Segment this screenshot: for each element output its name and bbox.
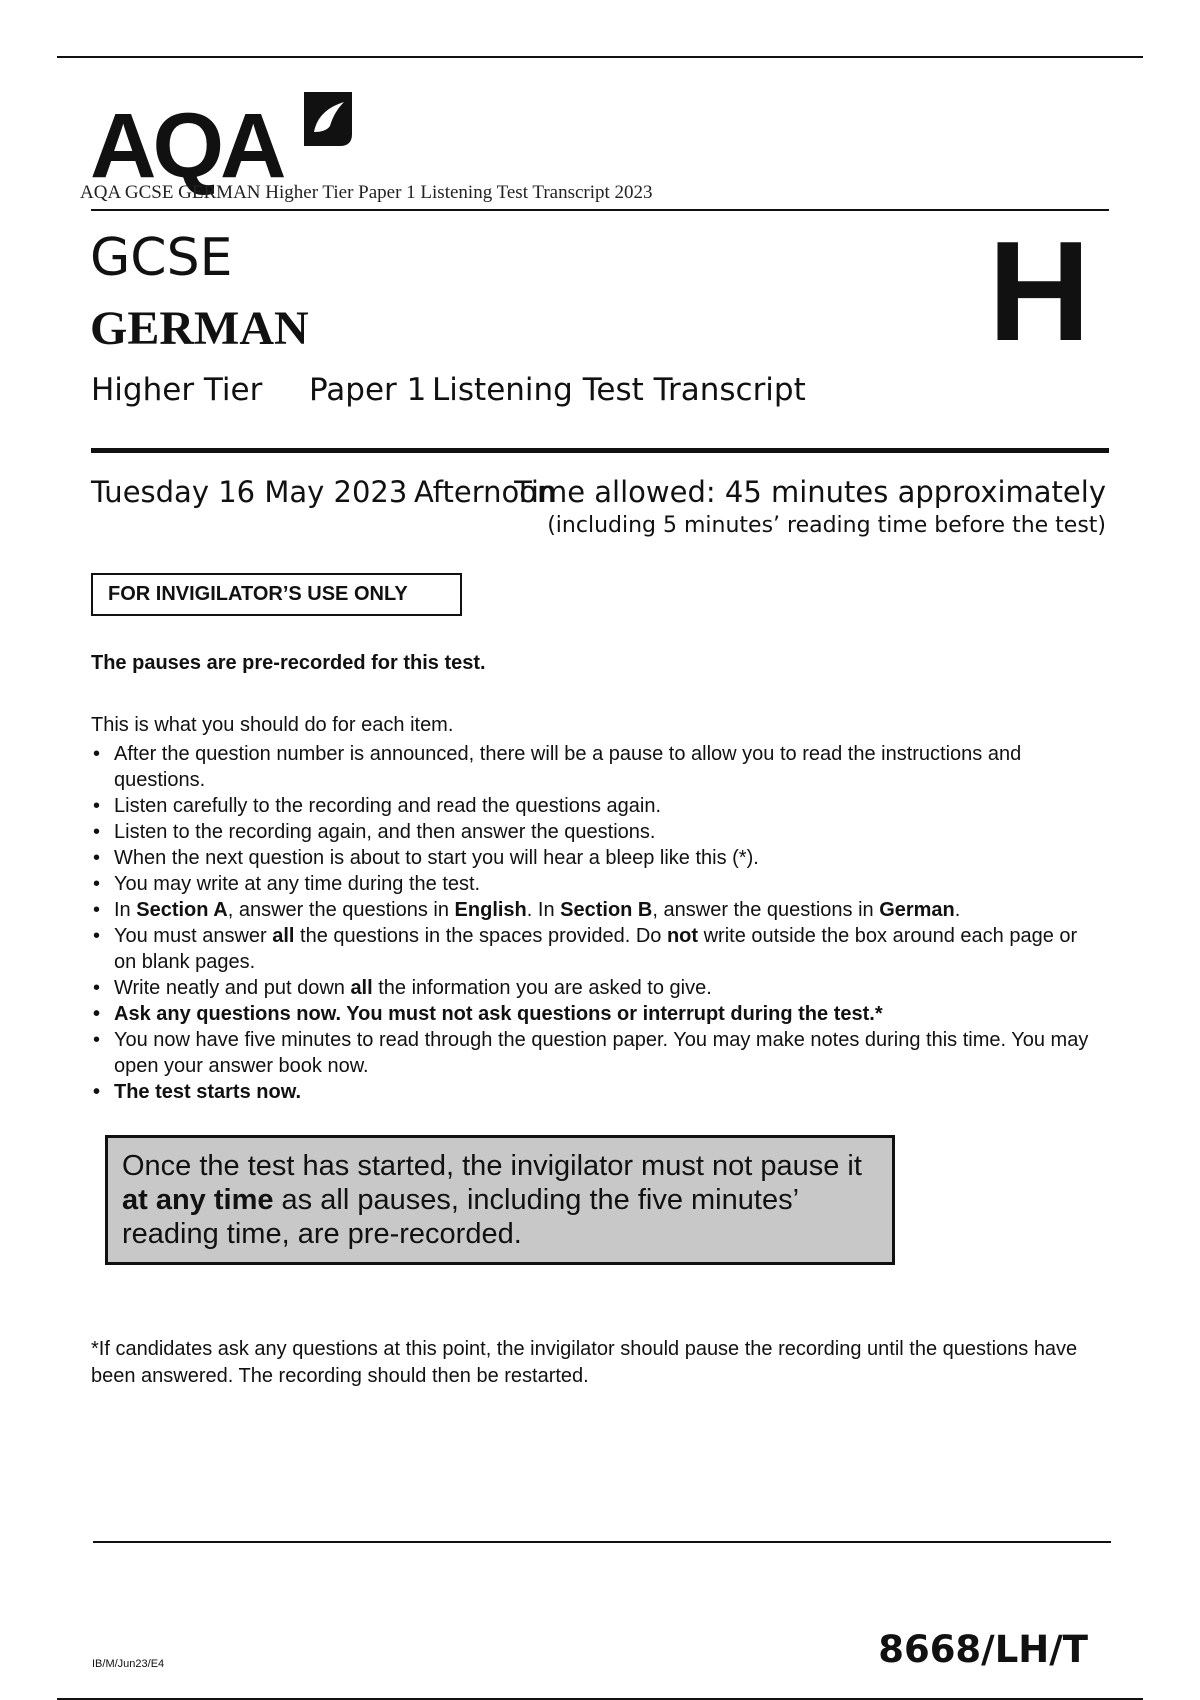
instruction-emphasis: all [272, 925, 295, 947]
subject-title: GERMAN [90, 302, 309, 355]
qualification-title: GCSE [90, 228, 233, 288]
exam-date: Tuesday 16 May 2023 [91, 475, 408, 509]
aqa-logo-mark-icon [300, 88, 356, 150]
time-allowed: Time allowed: 45 minutes approximately [514, 475, 1106, 509]
instruction-emphasis: not [666, 925, 699, 947]
instruction-text: You must answer [114, 925, 273, 947]
paper-code: 8668/LH/T [878, 1628, 1088, 1671]
instruction-text: In [114, 899, 137, 921]
running-header: AQA GCSE GERMAN Higher Tier Paper 1 Listening Test Transcript 2023 [80, 182, 653, 203]
instruction-emphasis: all [350, 977, 373, 999]
instruction-emphasis: English [454, 899, 527, 921]
instruction-text: The test starts now. [114, 1081, 302, 1103]
paper-number: Paper 1 [309, 372, 427, 408]
instruction-text: , answer the questions in [227, 899, 455, 921]
instruction-item [91, 845, 1101, 871]
instruction-text: After the question number is announced, there will be a pause to allow you to read the instructions and questions. [114, 743, 1022, 791]
pauses-note: The pauses are pre-recorded for this test. [91, 652, 486, 674]
thick-rule [91, 448, 1109, 453]
header-rule [91, 209, 1109, 211]
instruction-emphasis: Section B [560, 899, 653, 921]
footnote: *If candidates ask any questions at this point, the invigilator should pause the recording until the questions have been answered. The recording should then be restarted. [91, 1338, 1078, 1387]
instruction-item [91, 819, 1101, 845]
instruction-text: write outside the box around each page or on blank pages. [114, 925, 1078, 973]
footer-rule [93, 1541, 1111, 1543]
invigilator-label: FOR INVIGILATOR’S USE ONLY [108, 583, 408, 605]
invigilator-label-box [91, 573, 462, 616]
top-rule [57, 56, 1143, 58]
instruction-text: You now have five minutes to read through the question paper. You may make notes during this time. You may open your answer book now. [114, 1029, 1089, 1077]
instruction-text: Ask any questions now. You must not ask questions or interrupt during the test.* [114, 1003, 883, 1025]
exam-session: Afternoon [414, 475, 556, 509]
instructions-intro: This is what you should do for each item. [91, 714, 454, 736]
notice-emphasis: at any time [122, 1184, 274, 1216]
instruction-text: Listen carefully to the recording and read the questions again. [114, 795, 662, 817]
instruction-list [91, 741, 1101, 1105]
instruction-item [91, 975, 1101, 1001]
instruction-text: . [954, 899, 961, 921]
instruction-item [91, 1001, 1101, 1027]
instruction-text: , answer the questions in [652, 899, 880, 921]
instruction-item [91, 923, 1101, 975]
instruction-item [91, 871, 1101, 897]
invigilator-notice-box [105, 1135, 895, 1265]
instruction-item [91, 741, 1101, 793]
time-allowed-note: (including 5 minutes’ reading time before the test) [547, 513, 1106, 538]
document-reference: IB/M/Jun23/E4 [92, 1658, 165, 1670]
instruction-text: When the next question is about to start you will hear a bleep like this (*). [114, 847, 759, 869]
instruction-item [91, 1027, 1101, 1079]
instruction-item [91, 793, 1101, 819]
instruction-item [91, 1079, 1101, 1105]
instruction-text: the information you are asked to give. [372, 977, 712, 999]
instruction-emphasis: Section A [136, 899, 228, 921]
tier-letter: H [988, 212, 1091, 371]
instruction-text: . In [526, 899, 561, 921]
tier-label: Higher Tier [91, 372, 263, 408]
instruction-text: Write neatly and put down [114, 977, 351, 999]
paper-title: Listening Test Transcript [432, 372, 806, 408]
instruction-emphasis: German [879, 899, 955, 921]
instruction-text: You may write at any time during the test. [114, 873, 481, 895]
notice-text-start: Once the test has started, the invigilator must not pause it [122, 1150, 862, 1182]
instruction-text: Listen to the recording again, and then answer the questions. [114, 821, 656, 843]
aqa-logo-text: AQA [90, 95, 283, 197]
instruction-text: the questions in the spaces provided. Do [294, 925, 667, 947]
instruction-item [91, 897, 1101, 923]
notice-text-end: as all pauses, including the five minutes’ reading time, are pre-recorded. [122, 1184, 798, 1250]
